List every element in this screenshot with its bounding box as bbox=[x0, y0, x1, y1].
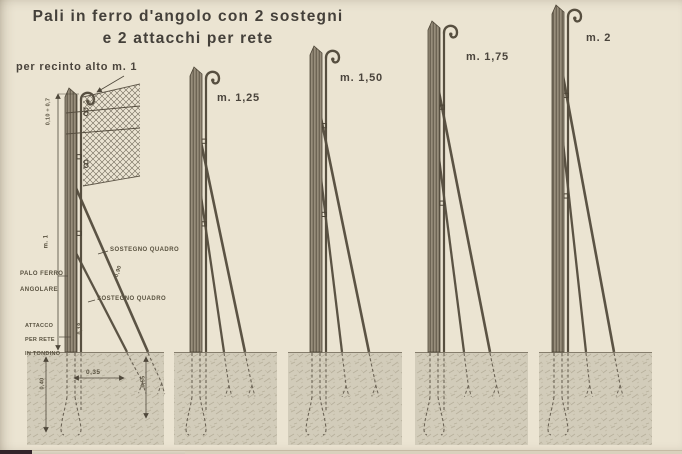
base-left-dim-label: 0,40 bbox=[39, 377, 46, 390]
fence-height-caption: per recinto alto m. 1 bbox=[16, 61, 138, 73]
attacco-label: ATTACCO PER RETE IN TONDINO bbox=[25, 323, 61, 357]
pole-label-m1-50: m. 1,50 bbox=[340, 72, 383, 84]
pole-label-m2: m. 2 bbox=[586, 32, 612, 44]
page-corner-mark bbox=[0, 450, 32, 454]
top-dim-label: 0,10 ÷ 0,7 bbox=[45, 97, 52, 126]
rod-dim-label: 0,18 bbox=[77, 322, 84, 335]
page-title bbox=[12, 6, 364, 50]
pole-label-m1-75: m. 1,75 bbox=[466, 51, 509, 63]
sostegno-lower-label: SOSTEGNO QUADRO bbox=[97, 296, 167, 302]
page-title-line2: e 2 attacchi per rete bbox=[102, 30, 274, 47]
base-right-dim-label: 0,55 bbox=[140, 375, 147, 388]
brace-dim-label: 0,90 bbox=[113, 264, 124, 278]
height-dim-label: m. 1 bbox=[43, 234, 50, 249]
sostegno-upper-label: SOSTEGNO QUADRO bbox=[110, 247, 180, 253]
palo-ferro-label: PALO FERRO ANGOLARE bbox=[20, 271, 64, 293]
pole-label-m1-25: m. 1,25 bbox=[217, 92, 260, 104]
page-title-line1: Pali in ferro d'angolo con 2 sostegni bbox=[32, 8, 344, 25]
base-width-dim-label: 0,35 bbox=[86, 369, 101, 376]
